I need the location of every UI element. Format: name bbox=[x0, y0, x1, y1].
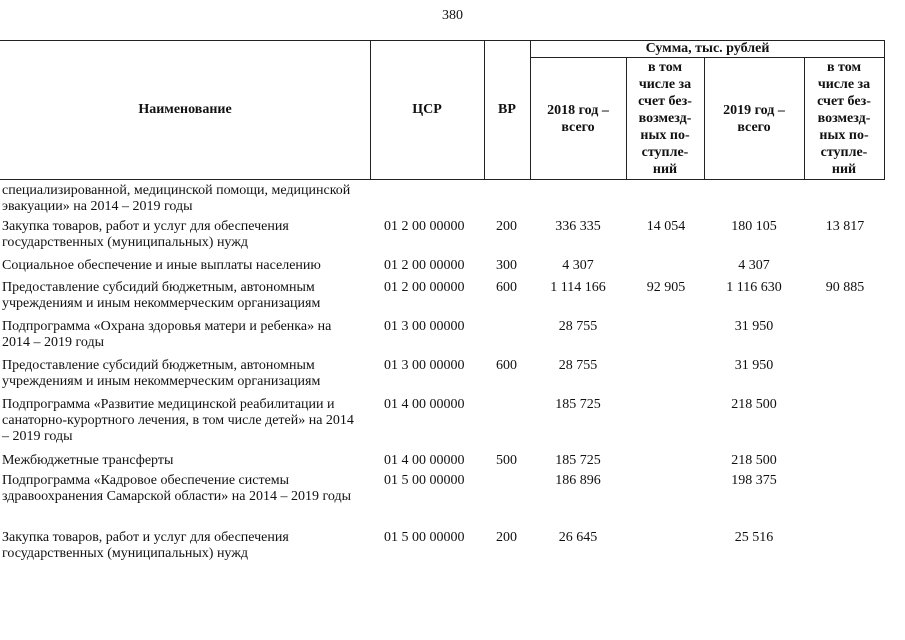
row-sum-2018: 4 307 bbox=[562, 258, 594, 273]
row-sum-2019: 218 500 bbox=[731, 453, 777, 468]
row-grants-2019: 90 885 bbox=[825, 280, 865, 295]
row-grants-2018: 92 905 bbox=[646, 280, 686, 295]
row-sum-2019: 198 375 bbox=[731, 473, 777, 488]
row-name: Подпрограмма «Развитие медицинской реабилитации и санаторно-курортного лечения, в том числе детей» на 2014 – 2019 годы bbox=[2, 397, 354, 444]
row-csr: 01 4 00 00000 bbox=[384, 397, 465, 412]
header-csr: ЦСР bbox=[412, 102, 442, 117]
row-name: Закупка товаров, работ и услуг для обеспечения государственных (муниципальных) нужд bbox=[2, 530, 289, 561]
row-name: Предоставление субсидий бюджетным, автономным учреждениям и иным некоммерческим организациям bbox=[2, 280, 321, 311]
row-vr: 200 bbox=[496, 219, 517, 234]
row-name: специализированной, медицинской помощи, медицинской эвакуации» на 2014 – 2019 годы bbox=[2, 183, 351, 214]
row-vr: 500 bbox=[496, 453, 517, 468]
row-vr: 200 bbox=[496, 530, 517, 545]
row-sum-2018: 1 114 166 bbox=[550, 280, 606, 295]
row-csr: 01 2 00 00000 bbox=[384, 258, 465, 273]
row-sum-2018: 185 725 bbox=[555, 453, 601, 468]
row-vr: 300 bbox=[496, 258, 517, 273]
header-2019-grants: в том числе за счет без- возмезд- ных по- ступле- ний bbox=[817, 60, 871, 177]
row-name: Межбюджетные трансферты bbox=[2, 453, 174, 468]
row-grants-2019: 13 817 bbox=[825, 219, 865, 234]
header-2018-total: 2018 год – всего bbox=[547, 103, 609, 135]
row-name: Подпрограмма «Кадровое обеспечение системы здравоохранения Самарской области» на 2014 – 2019 годы bbox=[2, 473, 351, 504]
row-csr: 01 4 00 00000 bbox=[384, 453, 465, 468]
row-vr: 600 bbox=[496, 358, 517, 373]
row-csr: 01 5 00 00000 bbox=[384, 473, 465, 488]
row-sum-2019: 25 516 bbox=[734, 530, 774, 545]
header-divider bbox=[884, 40, 885, 180]
row-csr: 01 3 00 00000 bbox=[384, 358, 465, 373]
header-bottom-rule bbox=[0, 179, 885, 180]
row-sum-2018: 28 755 bbox=[558, 358, 598, 373]
header-2019-total: 2019 год – всего bbox=[723, 103, 785, 135]
row-csr: 01 3 00 00000 bbox=[384, 319, 465, 334]
page-number: 380 bbox=[442, 8, 463, 23]
row-sum-2019: 180 105 bbox=[731, 219, 777, 234]
row-vr: 600 bbox=[496, 280, 517, 295]
row-sum-2018: 336 335 bbox=[555, 219, 601, 234]
row-name: Предоставление субсидий бюджетным, автономным учреждениям и иным некоммерческим организациям bbox=[2, 358, 321, 389]
row-sum-2019: 31 950 bbox=[734, 358, 774, 373]
header-vr: ВР bbox=[498, 102, 516, 117]
table-header bbox=[0, 40, 885, 180]
row-name: Социальное обеспечение и иные выплаты населению bbox=[2, 258, 321, 273]
row-sum-2018: 185 725 bbox=[555, 397, 601, 412]
row-name: Подпрограмма «Охрана здоровья матери и ребенка» на 2014 – 2019 годы bbox=[2, 319, 332, 350]
header-group-rule bbox=[530, 57, 885, 58]
row-csr: 01 2 00 00000 bbox=[384, 219, 465, 234]
row-csr: 01 2 00 00000 bbox=[384, 280, 465, 295]
row-grants-2018: 14 054 bbox=[646, 219, 686, 234]
header-sum-group: Сумма, тыс. рублей bbox=[645, 41, 770, 56]
row-sum-2018: 26 645 bbox=[558, 530, 598, 545]
row-csr: 01 5 00 00000 bbox=[384, 530, 465, 545]
row-sum-2019: 1 116 630 bbox=[726, 280, 782, 295]
header-2018-grants: в том числе за счет без- возмезд- ных по- ступле- ний bbox=[638, 60, 692, 177]
row-sum-2019: 31 950 bbox=[734, 319, 774, 334]
row-sum-2019: 4 307 bbox=[738, 258, 770, 273]
row-name: Закупка товаров, работ и услуг для обеспечения государственных (муниципальных) нужд bbox=[2, 219, 289, 250]
row-sum-2018: 186 896 bbox=[555, 473, 601, 488]
row-sum-2019: 218 500 bbox=[731, 397, 777, 412]
header-name: Наименование bbox=[138, 102, 232, 117]
row-sum-2018: 28 755 bbox=[558, 319, 598, 334]
